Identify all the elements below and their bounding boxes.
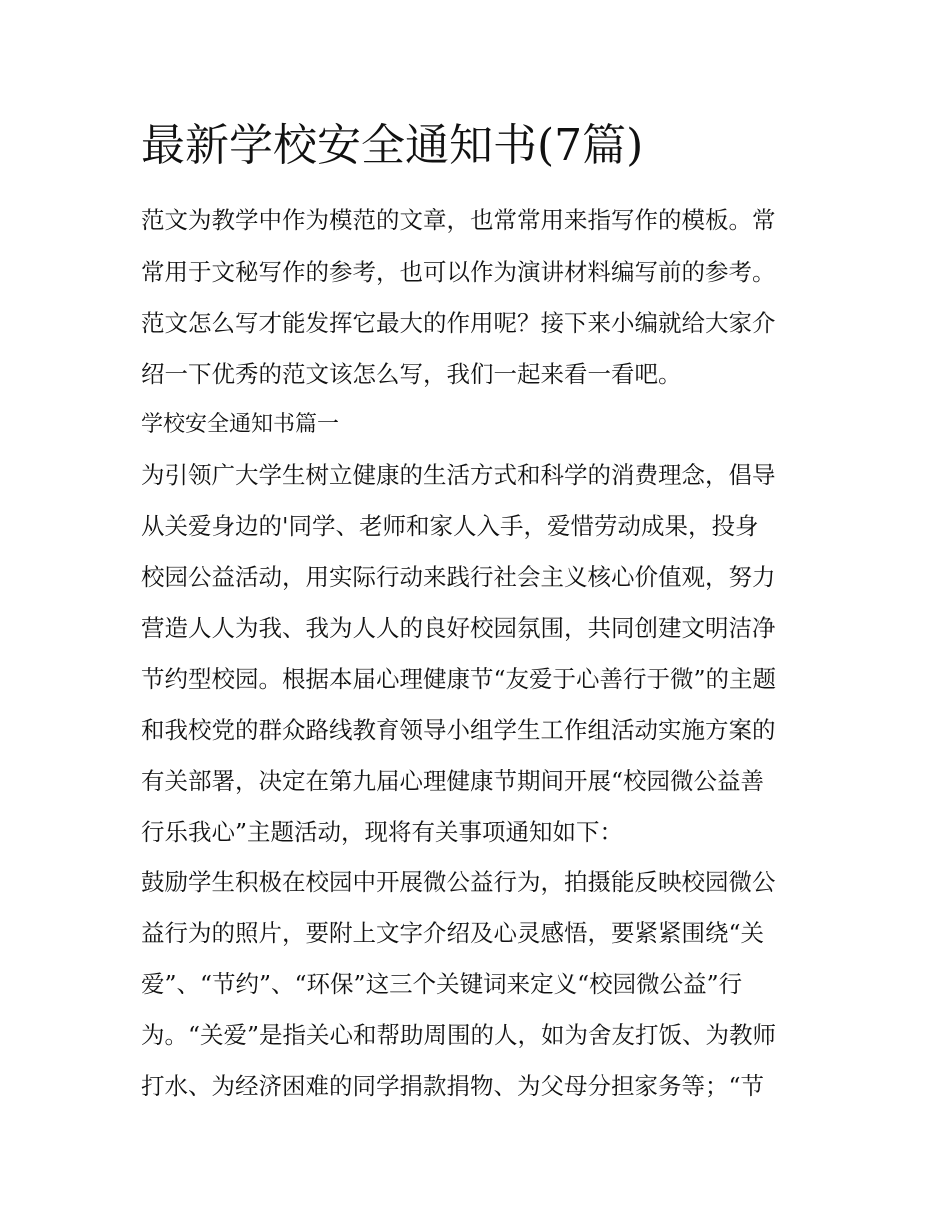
paragraph-line: 校园公益活动，用实际行动来践行社会主义核心价值观，努力 [141,563,776,591]
paragraph-line: 爱”、“节约”、“环保”这三个关键词来定义“校园微公益”行 [141,970,743,998]
paragraph-line: 营造人人为我、我为人人的良好校园氛围，共同创建文明洁净 [141,614,776,642]
paragraph-line: 有关部署，决定在第九届心理健康节期间开展“校园微公益善 [141,767,765,795]
paragraph-line: 常用于文秘写作的参考，也可以作为演讲材料编写前的参考。 [141,258,776,286]
paragraph-line: 从关爱身边的'同学、老师和家人入手，爱惜劳动成果，投身 [141,512,759,540]
section-heading: 学校安全通知书篇一 [141,412,340,437]
paragraph-line: 节约型校园。根据本届心理健康节“友爱于心善行于微”的主题 [141,665,777,693]
paragraph-line: 范文怎么写才能发挥它最大的作用呢？接下来小编就给大家介 [141,309,776,337]
paragraph-line: 和我校党的群众路线教育领导小组学生工作组活动实施方案的 [141,716,776,744]
paragraph-line: 打水、为经济困难的同学捐款捐物、为父母分担家务等；“节 [141,1072,765,1100]
paragraph-line: 行乐我心”主题活动，现将有关事项通知如下： [141,818,624,846]
paragraph-line: 为。“关爱”是指关心和帮助周围的人，如为舍友打饭、为教师 [141,1021,777,1049]
document-title: 最新学校安全通知书(7篇) [141,120,644,171]
paragraph-line: 绍一下优秀的范文该怎么写，我们一起来看一看吧。 [141,360,682,388]
paragraph-line: 范文为教学中作为模范的文章，也常常用来指写作的模板。常 [141,206,776,234]
paragraph-line: 为引领广大学生树立健康的生活方式和科学的消费理念，倡导 [141,461,776,489]
paragraph-line: 鼓励学生积极在校园中开展微公益行为，拍摄能反映校园微公 [141,868,776,896]
paragraph-line: 益行为的照片，要附上文字介绍及心灵感悟，要紧紧围绕“关 [141,919,765,947]
